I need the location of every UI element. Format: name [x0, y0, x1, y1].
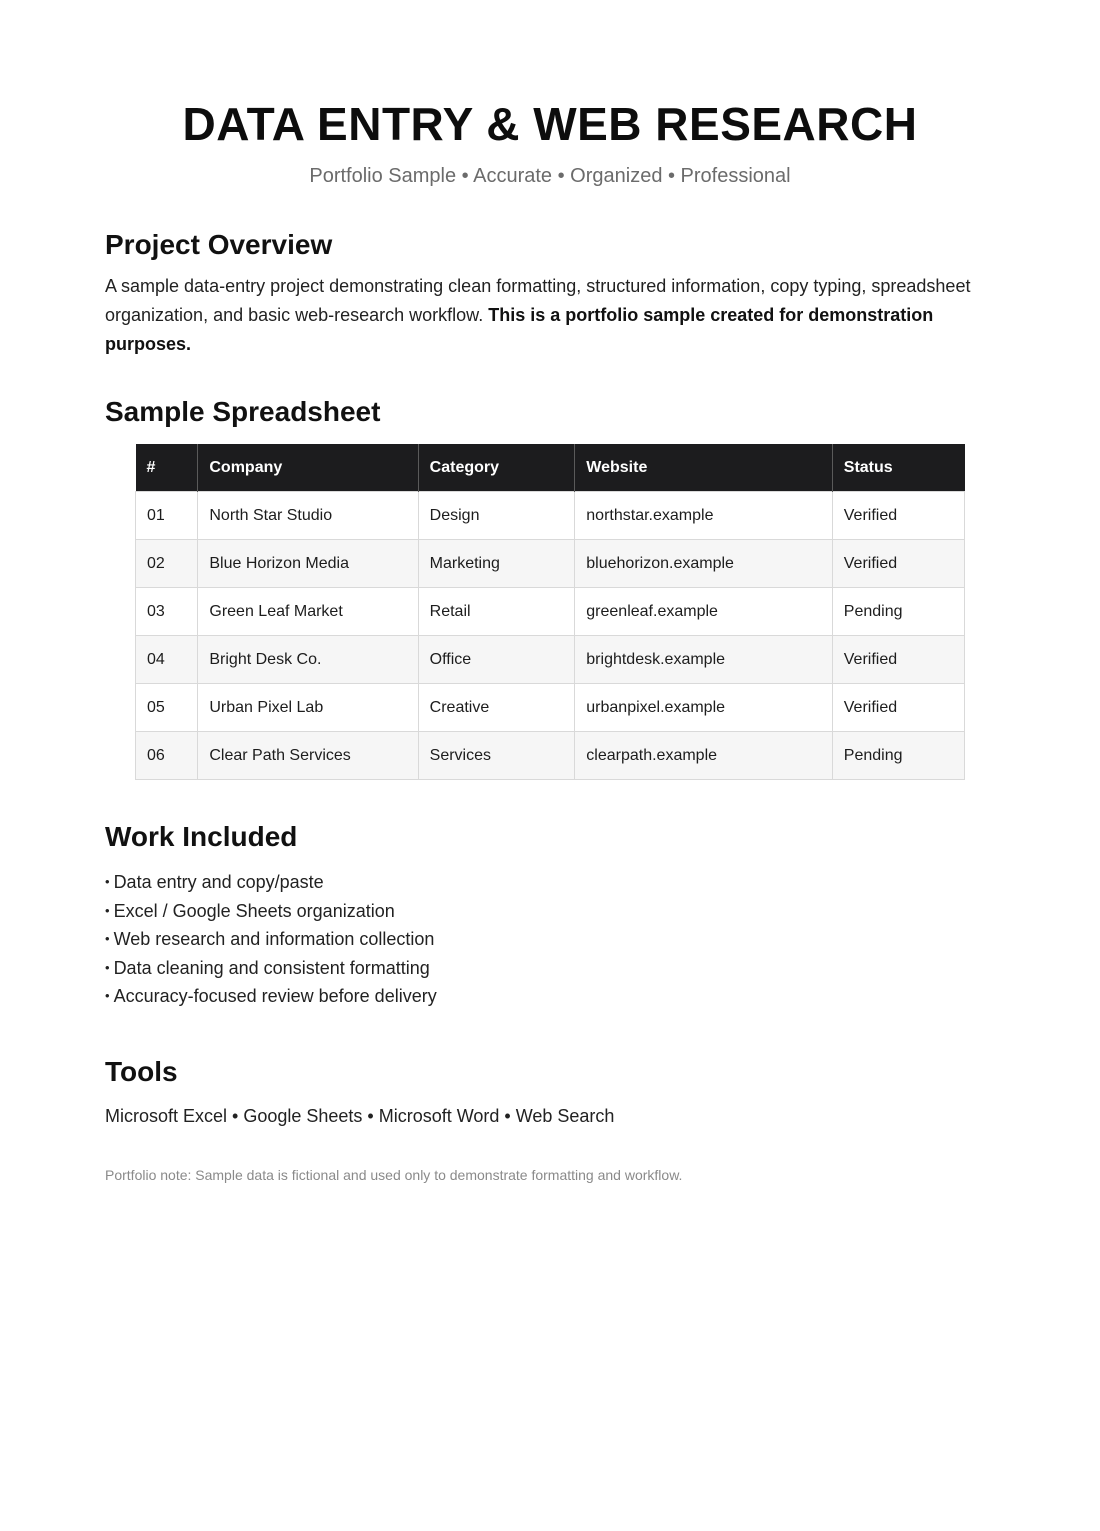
cell-number: 06 [136, 732, 198, 780]
table-row [136, 492, 965, 540]
list-item: • Data cleaning and consistent formatting [105, 954, 995, 983]
tools-list: Microsoft Excel • Google Sheets • Microsoft Word • Web Search [105, 1105, 615, 1126]
cell-status: Verified [832, 684, 964, 732]
list-item: • Data entry and copy/paste [105, 868, 995, 897]
column-header-category: Category [418, 444, 575, 492]
column-header-status: Status [832, 444, 964, 492]
cell-company: Urban Pixel Lab [198, 684, 418, 732]
spreadsheet-heading: Sample Spreadsheet [105, 396, 381, 427]
cell-category: Marketing [418, 540, 575, 588]
list-item: • Accuracy-focused review before delivery [105, 982, 995, 1011]
page-title: DATA ENTRY & WEB RESEARCH [182, 98, 918, 150]
column-header-website: Website [575, 444, 832, 492]
table-header-row [136, 444, 965, 492]
table-row [136, 636, 965, 684]
overview-bold-text: This is a portfolio sample created for demonstration purposes. [105, 305, 934, 354]
cell-website: greenleaf.example [575, 588, 832, 636]
cell-category: Creative [418, 684, 575, 732]
table-row [136, 732, 965, 780]
overview-paragraph [105, 272, 1010, 359]
list-item: • Excel / Google Sheets organization [105, 897, 995, 926]
cell-category: Office [418, 636, 575, 684]
page-subtitle: Portfolio Sample • Accurate • Organized • Professional [309, 165, 791, 187]
cell-company: Green Leaf Market [198, 588, 418, 636]
cell-website: clearpath.example [575, 732, 832, 780]
table-row [136, 588, 965, 636]
cell-category: Services [418, 732, 575, 780]
cell-status: Pending [832, 588, 964, 636]
cell-company: Bright Desk Co. [198, 636, 418, 684]
sample-spreadsheet-table [135, 444, 965, 780]
overview-heading: Project Overview [105, 229, 333, 260]
tools-heading: Tools [105, 1055, 178, 1087]
portfolio-note: Portfolio note: Sample data is fictional and used only to demonstrate formatting and workflow. [105, 1166, 683, 1183]
cell-status: Verified [832, 636, 964, 684]
cell-number: 05 [136, 684, 198, 732]
cell-number: 01 [136, 492, 198, 540]
overview-text: A sample data-entry project demonstrating clean formatting, structured information, copy typing, spreadsheet organization, and basic web-research workflow. [105, 276, 971, 325]
cell-website: urbanpixel.example [575, 684, 832, 732]
work-included-list [105, 868, 995, 1011]
cell-status: Verified [832, 540, 964, 588]
column-header-company: Company [198, 444, 418, 492]
cell-company: Clear Path Services [198, 732, 418, 780]
list-item: • Web research and information collection [105, 925, 995, 954]
work-included-heading: Work Included [105, 821, 298, 852]
cell-company: North Star Studio [198, 492, 418, 540]
cell-number: 04 [136, 636, 198, 684]
table-row [136, 540, 965, 588]
cell-company: Blue Horizon Media [198, 540, 418, 588]
cell-status: Pending [832, 732, 964, 780]
cell-category: Design [418, 492, 575, 540]
cell-website: northstar.example [575, 492, 832, 540]
cell-website: bluehorizon.example [575, 540, 832, 588]
table-row [136, 684, 965, 732]
column-header-number: # [136, 444, 198, 492]
cell-website: brightdesk.example [575, 636, 832, 684]
cell-category: Retail [418, 588, 575, 636]
cell-number: 02 [136, 540, 198, 588]
cell-number: 03 [136, 588, 198, 636]
cell-status: Verified [832, 492, 964, 540]
